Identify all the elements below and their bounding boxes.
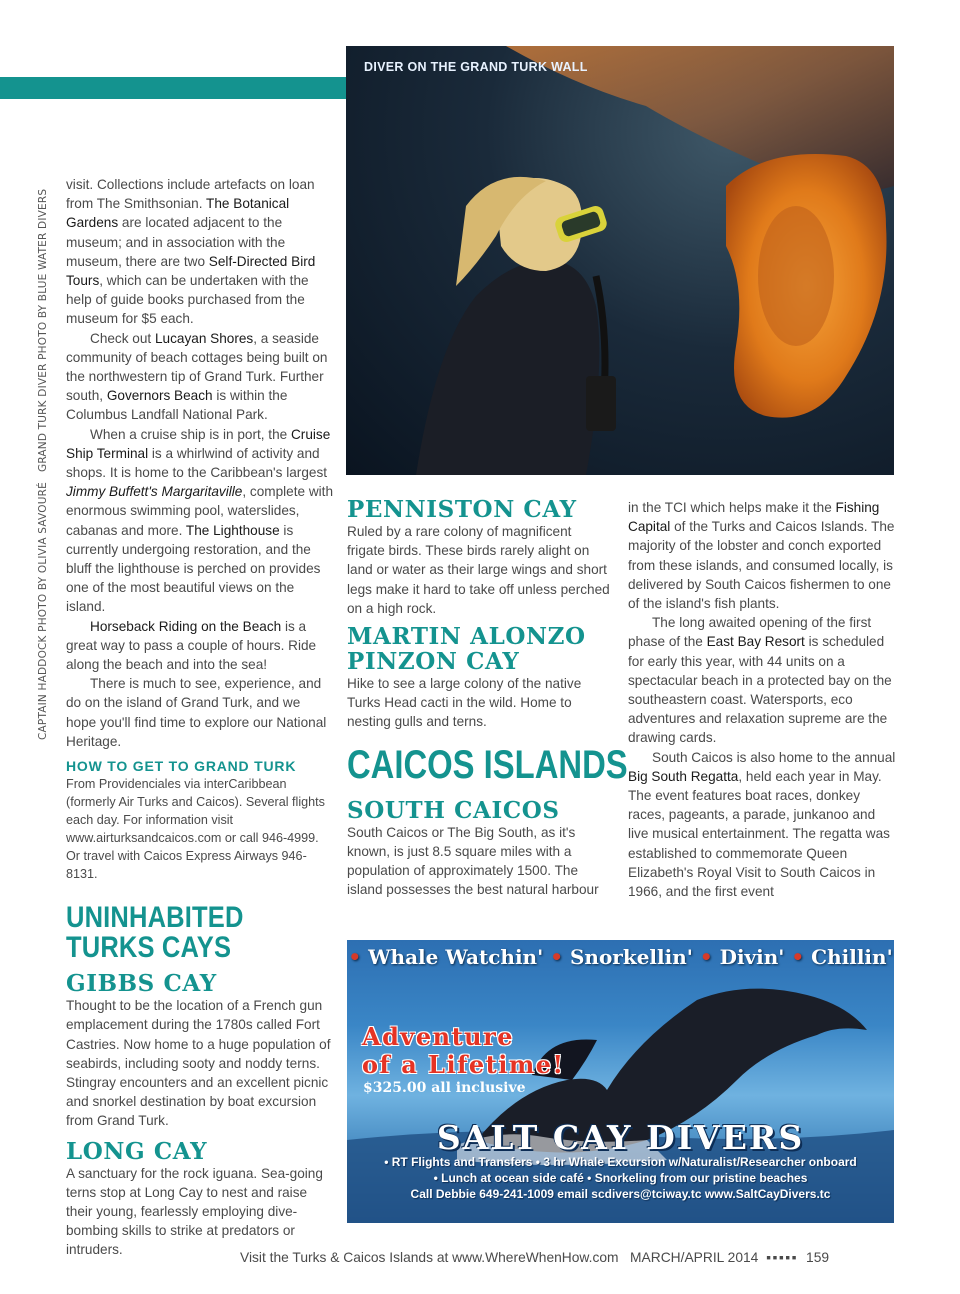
ad-adventure-slogan: Adventure of a Lifetime!: [362, 1022, 565, 1079]
gibbs-cay-heading: GIBBS CAY: [66, 970, 217, 998]
page-footer: [240, 1250, 829, 1265]
paragraph: Check out Lucayan Shores, a seaside community of beach cottages being built on the northwestern tip of Grand Turk. Further south, Governors Beach is within the Columbus Landfall National Park.: [66, 330, 328, 423]
penniston-cay-text: Ruled by a rare colony of magnificent frigate birds. These birds rarely alight on land or water as their large wings and short legs make it hard to take off unless perched on a high rock.: [347, 524, 610, 616]
martin-alonzo-heading-line2: PINZON CAY: [347, 648, 520, 676]
ad-contact-line: Call Debbie 649-241-1009 email scdivers@tciway.tc www.SaltCayDivers.tc: [410, 1187, 831, 1201]
photo-credit-haddock: CAPTAIN HADDOCK PHOTO BY OLIVIA SAVOURÉ: [37, 482, 49, 740]
footer-issue: MARCH/APRIL 2014: [630, 1250, 759, 1265]
paragraph: visit. Collections include artefacts on loan from The Smithsonian. The Botanical Gardens are located adjacent to the museum; and in association with the museum, there are two Self-Directed Bird Tours, which can be undertaken with the help of guide books purchased from the museum for $5 each.: [66, 177, 316, 327]
ad-detail-line: • Lunch at ocean side café • Snorkeling from our pristine beaches: [433, 1171, 808, 1185]
paragraph: South Caicos is also home to the annual Big South Regatta, held each year in May. The event features boat races, donkey races, pageants, a parade, junkanoo and live musical entertainment. The regatta was established to commemorate Queen Elizabeth's Royal Visit to South Caicos in 1966, and the first event: [628, 749, 896, 900]
footer-dots: ▪▪▪▪▪: [766, 1250, 799, 1265]
salt-cay-divers-ad[interactable]: [347, 940, 894, 1223]
photo-caption: DIVER ON THE GRAND TURK WALL: [364, 60, 588, 74]
ad-detail-line: • RT Flights and Transfers • 3 hr Whale Excursion w/Naturalist/Researcher onboard: [384, 1155, 857, 1169]
column-right: [628, 498, 896, 901]
photo-credit-diver: GRAND TURK DIVER PHOTO BY BLUE WATER DIVERS: [37, 188, 49, 472]
ad-activities-banner: • Whale Watchin' • Snorkellin' • Divin' • Chillin': [348, 945, 893, 969]
diver-photo: [346, 46, 894, 475]
column-middle: [347, 496, 628, 899]
penniston-cay-heading: PENNISTON CAY: [347, 496, 577, 523]
martin-alonzo-text: Hike to see a large colony of the native Turks Head cacti in the wild. Home to nesting gulls and terns.: [347, 676, 582, 730]
ad-price: $325.00 all inclusive: [363, 1080, 526, 1096]
paragraph: There is much to see, experience, and do on the island of Grand Turk, and we hope you'll find time to explore our National Heritage.: [66, 676, 327, 749]
caicos-islands-heading: CAICOS ISLANDS: [347, 742, 628, 787]
martin-alonzo-heading-line1: MARTIN ALONZO: [347, 623, 586, 651]
teal-accent-bar: [0, 77, 346, 99]
diver-illustration: [346, 46, 894, 475]
footer-visit-text: Visit the Turks & Caicos Islands at www.WhereWhenHow.com: [240, 1250, 619, 1265]
gibbs-cay-text: Thought to be the location of a French gun emplacement during the 1780s called Fort Castries. Now home to a huge population of seabirds, including sooty and noddy terns. Stingray encounters and an excellent picnic and snorkel destination by boat excursion from Grand Turk.: [66, 998, 331, 1129]
ad-brand-name: SALT CAY DIVERS: [436, 1118, 805, 1157]
paragraph: The long awaited opening of the first phase of the East Bay Resort is scheduled for early this year, with 44 units on a spectacular beach in a protected bay on the southeastern coast. Watersports, eco adventures and relaxation supreme are the drawing cards.: [628, 615, 892, 746]
long-cay-heading: LONG CAY: [66, 1137, 208, 1165]
how-to-get-text: From Providenciales via interCaribbean (formerly Air Turks and Caicos). Several flights each day. For information visit www.airturksandcaicos.com or call 946-4999. Or travel with Caicos Express Airways 946-8131.: [66, 777, 325, 882]
paragraph: When a cruise ship is in port, the Cruise Ship Terminal is a whirlwind of activity and shops. It is home to the Caribbean's largest Jimmy Buffett's Margaritaville, complete with enormous swimming pool, waterslides, cabanas and more. The Lighthouse is currently undergoing restoration, and the bluff the lighthouse is perched on provides one of the most beautiful views on the island.: [66, 426, 334, 615]
south-caicos-text: South Caicos or The Big South, as it's known, is just 8.5 square miles with a population of approximately 1500. The island possesses the best natural harbour: [347, 824, 599, 898]
uninhabited-heading-line2: TURKS CAYS: [66, 931, 232, 965]
paragraph: in the TCI which helps make it the Fishing Capital of the Turks and Caicos Islands. The majority of the lobster and conch exported from these islands, and consumed locally, is delivered by South Caicos fishermen to one of the island's fish plants.: [628, 500, 895, 612]
how-to-get-heading: HOW TO GET TO GRAND TURK: [66, 758, 297, 775]
column-left: [66, 175, 334, 1260]
paragraph: Horseback Riding on the Beach is a great way to pass a couple of hours. Ride along the beach and into the sea!: [66, 618, 317, 673]
south-caicos-heading: SOUTH CAICOS: [347, 796, 560, 824]
long-cay-text: A sanctuary for the rock iguana. Sea-going terns stop at Long Cay to nest and raise their young, fearlessly employing dive-bombing skills to strike at predators or intruders.: [66, 1165, 323, 1258]
page-number: 159: [806, 1250, 830, 1265]
uninhabited-heading-line1: UNINHABITED: [66, 901, 244, 935]
